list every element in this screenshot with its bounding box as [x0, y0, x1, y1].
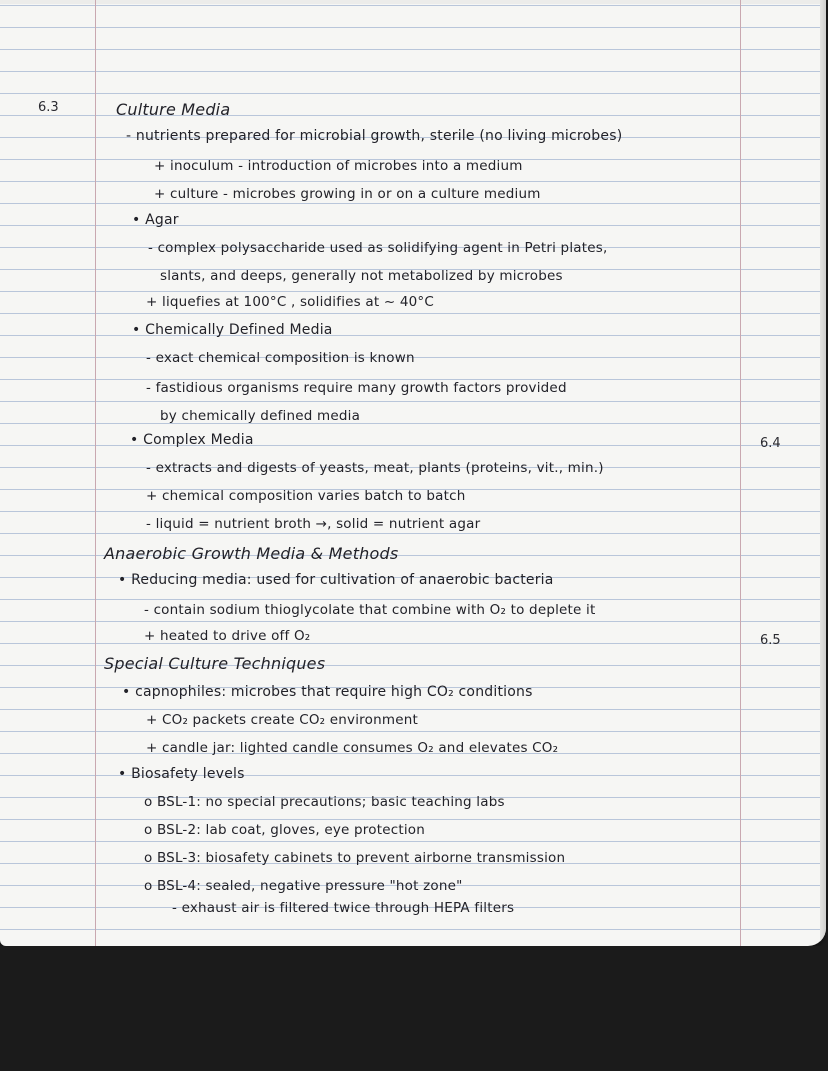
note-line: + liquefies at 100°C , solidifies at ~ 40°C: [146, 294, 435, 310]
note-bullet-agar: • Agar: [132, 212, 179, 228]
dark-background: [0, 946, 828, 1071]
note-heading-special-techniques: Special Culture Techniques: [104, 654, 326, 673]
margin-number-6-4: 6.4: [760, 436, 781, 451]
note-line: o BSL-1: no special precautions; basic teaching labs: [144, 794, 505, 810]
note-line: - liquid = nutrient broth →, solid = nutrient agar: [146, 516, 481, 532]
page-edge-right: [820, 0, 826, 946]
note-bullet-complex-media: • Complex Media: [130, 432, 254, 448]
note-line: - complex polysaccharide used as solidifying agent in Petri plates,: [148, 240, 608, 256]
margin-line-left: [95, 0, 96, 946]
note-line: + inoculum - introduction of microbes into a medium: [154, 158, 523, 174]
note-line: o BSL-3: biosafety cabinets to prevent airborne transmission: [144, 850, 566, 866]
margin-number-6-5: 6.5: [760, 633, 781, 648]
note-bullet-chemically-defined: • Chemically Defined Media: [132, 322, 333, 338]
note-line: - fastidious organisms require many growth factors provided: [146, 380, 567, 396]
note-line: - nutrients prepared for microbial growth, sterile (no living microbes): [126, 128, 623, 144]
page-top-edge: [0, 0, 826, 4]
note-line: by chemically defined media: [160, 408, 361, 424]
note-line: o BSL-2: lab coat, gloves, eye protection: [144, 822, 425, 838]
note-line: + heated to drive off O₂: [144, 628, 311, 644]
note-line: - exhaust air is filtered twice through HEPA filters: [172, 900, 515, 916]
note-bullet-capnophiles: • capnophiles: microbes that require high CO₂ conditions: [122, 684, 533, 700]
note-line: + culture - microbes growing in or on a culture medium: [154, 186, 541, 202]
note-bullet-biosafety: • Biosafety levels: [118, 766, 245, 782]
note-heading-culture-media: Culture Media: [116, 100, 231, 119]
note-line: - contain sodium thioglycolate that combine with O₂ to deplete it: [144, 602, 596, 618]
note-heading-anaerobic: Anaerobic Growth Media & Methods: [104, 544, 399, 563]
section-number: 6.3: [38, 100, 59, 115]
note-line: + CO₂ packets create CO₂ environment: [146, 712, 418, 728]
note-line: slants, and deeps, generally not metabolized by microbes: [160, 268, 563, 284]
note-line: - extracts and digests of yeasts, meat, plants (proteins, vit., min.): [146, 460, 604, 476]
note-line: o BSL-4: sealed, negative pressure "hot zone": [144, 878, 463, 894]
note-line: - exact chemical composition is known: [146, 350, 415, 366]
note-line: + candle jar: lighted candle consumes O₂ and elevates CO₂: [146, 740, 559, 756]
note-bullet-reducing-media: • Reducing media: used for cultivation of anaerobic bacteria: [118, 572, 554, 588]
note-line: + chemical composition varies batch to batch: [146, 488, 466, 504]
margin-line-right: [740, 0, 741, 946]
